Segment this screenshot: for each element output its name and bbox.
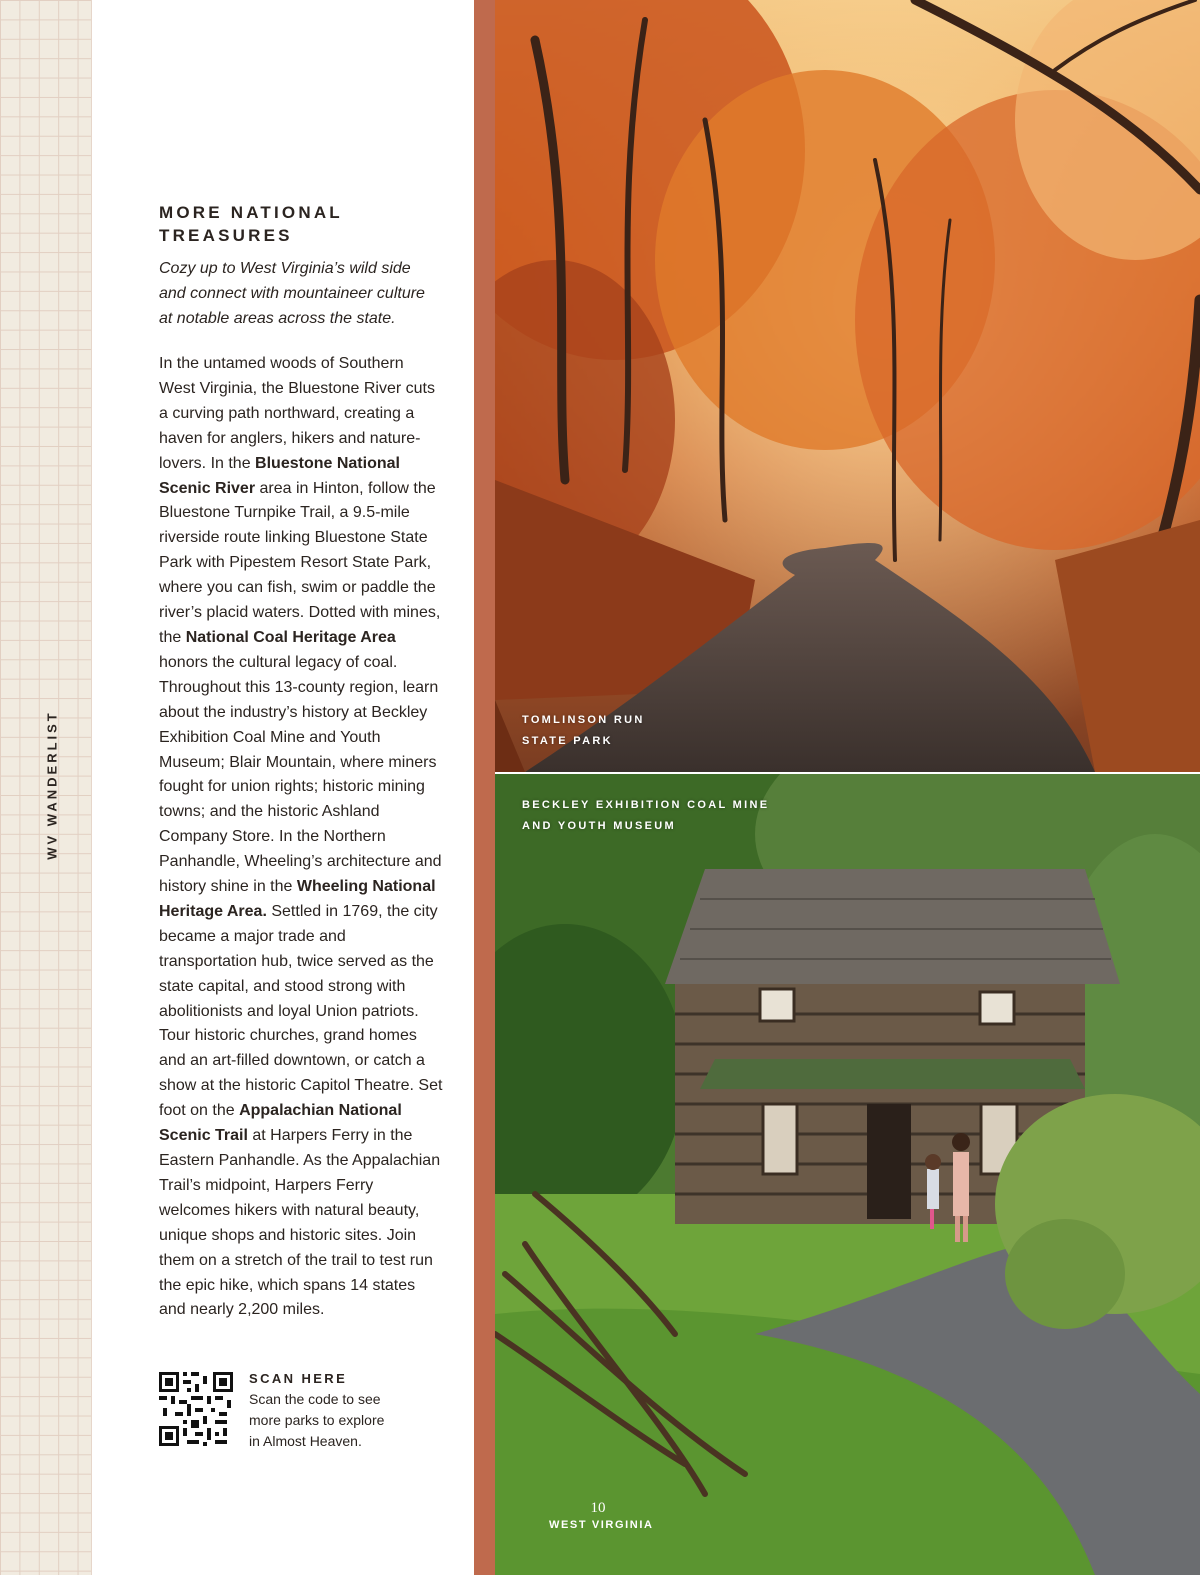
place-name: National Coal Heritage Area — [185, 628, 396, 646]
accent-divider-bar — [474, 0, 495, 1575]
body-text: Settled in 1769, the city became a major trade and transportation hub, twice served as the state capital, and stood strong with abolitionists and loyal Union patriots. Tour historic churches, grand homes and an art-filled downtown, or catch a show at the historic Capitol Theatre. Set foot on the — [159, 902, 443, 1120]
place-name: Appalachian National Scenic Trail — [159, 1102, 402, 1145]
body-text: honors the cultural legacy of coal. Throughout this 13-county region, learn about the industry’s history at Beckley Exhibition Coal Mine and Youth Museum; Blair Mountain, where miners fought for union rights; historic mining towns; and the historic Ashland Company Store. In the Northern Panhandle, Wheeling’s architecture and history shine in the — [159, 653, 442, 896]
caption-line: STATE PARK — [522, 735, 613, 747]
body-text: In the untamed woods of Southern West Virginia, the Bluestone River cuts a curving path northward, creating a haven for anglers, hikers and nature-lovers. In the — [159, 355, 435, 472]
place-name: Bluestone National Scenic River — [159, 454, 400, 497]
heading-line: MORE NATIONAL — [159, 203, 343, 222]
article-heading — [159, 201, 444, 247]
caption-line: TOMLINSON RUN — [522, 714, 645, 726]
intro-line: Cozy up to West Virginia’s wild side — [159, 260, 411, 277]
scan-line: Scan the code to see — [249, 1391, 381, 1407]
photo-log-cabin — [495, 774, 1200, 1575]
intro-line: at notable areas across the state. — [159, 310, 396, 327]
page-number: 10 — [590, 1500, 606, 1516]
scan-description — [249, 1389, 384, 1452]
caption-line: BECKLEY EXHIBITION COAL MINE — [522, 799, 770, 811]
section-side-label: WV WANDERLIST — [44, 710, 60, 860]
photo-caption — [522, 795, 769, 837]
article-body — [159, 352, 444, 1323]
article-column — [159, 201, 444, 1323]
publication-label: WEST VIRGINIA — [549, 1519, 654, 1531]
body-text: area in Hinton, follow the Bluestone Turnpike Trail, a 9.5-mile riverside route linking Bluestone State Park with Pipestem Resort State Park, where you can fish, swim or paddle the river’s placid waters. Dotted with mines, the — [159, 479, 441, 646]
photo-autumn-road — [495, 0, 1200, 772]
place-name: Wheeling National Heritage Area. — [159, 878, 436, 920]
scan-title: SCAN HERE — [249, 1371, 348, 1386]
photo-caption — [522, 710, 645, 752]
caption-line: AND YOUTH MUSEUM — [522, 820, 676, 832]
heading-line: TREASURES — [159, 226, 293, 245]
qr-code[interactable] — [159, 1372, 233, 1446]
qr-callout — [159, 1372, 449, 1452]
article-intro — [159, 256, 444, 331]
body-text: at Harpers Ferry in the Eastern Panhandle. As the Appalachian Trail’s midpoint, Harpers Ferry welcomes hikers with natural beauty, unique shops and historic sites. Join them on a stretch of the trail to test run the epic hike, which spans 14 states and nearly 2,200 miles. — [159, 1127, 441, 1319]
scan-line: in Almost Heaven. — [249, 1433, 362, 1449]
scan-line: more parks to explore — [249, 1412, 385, 1428]
intro-line: and connect with mountaineer culture — [159, 285, 425, 302]
